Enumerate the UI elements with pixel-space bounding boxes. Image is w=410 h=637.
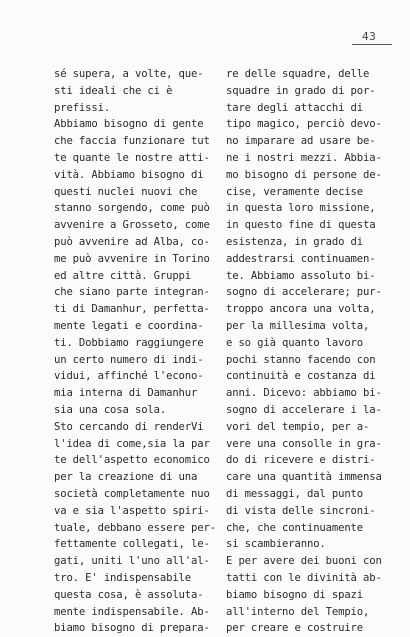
left-text-column [54,66,216,637]
text-line: ti di Damanhur, perfetta- [54,303,210,316]
text-line: biamo bisogno di prepara- [54,622,210,635]
text-line: cise, veramente decise [226,185,364,198]
text-line: può avvenire ad Alba, co- [54,235,210,248]
text-line: mente indispensabile. Ab- [54,605,210,618]
text-line: re delle squadre, delle [226,68,370,80]
text-line: troppo ancora una volta, [226,303,376,316]
text-line: sogno di accelerare i la- [226,403,382,416]
text-line: do di ricevere e distri- [226,454,376,467]
text-line: no imparare ad usare be- [226,135,376,148]
text-line: tro. E' indispensabile [54,571,192,584]
text-line: si scambieranno. [226,538,326,551]
text-line: sogno di accelerare; pur- [226,286,382,299]
text-line: avvenire a Grosseto, come [54,219,210,232]
text-line: tipo magico, perciò devo- [226,118,382,131]
text-line: pochi stanno facendo con [226,353,376,366]
text-line: per creare e costruire [226,622,364,635]
text-line: biamo bisogno di spazi [226,588,364,601]
text-line: tare degli attacchi di [226,101,364,114]
text-line: va e sia l'aspetto spiri- [54,504,210,517]
text-line: sia una cosa sola. [54,403,167,416]
text-line: addestrarsi continuamen- [226,252,376,265]
text-line: in questa loro missione, [226,202,376,215]
text-line: questa cosa, è assoluta- [54,588,204,601]
text-line: ed altre città. Gruppi [54,269,192,282]
text-line: Sto cercando di renderVi [54,420,204,433]
text-line: stanno sorgendo, come può [54,202,210,215]
text-line: te dell'aspetto economico [54,454,210,467]
text-line: in questo fine di questa [226,219,376,232]
text-line: anni. Dicevo: abbiamo bi- [226,387,382,400]
text-line: di vista delle sincroni- [226,504,376,517]
text-line: che, che continuamente [226,521,364,534]
text-line: ne i nostri mezzi. Abbia- [226,151,382,164]
text-line: sti ideali che ci è [54,84,173,97]
text-line: te. Abbiamo assoluto bi- [226,269,376,282]
text-line: tatti con le divinità ab- [226,571,382,584]
text-line: prefissi. [54,101,111,114]
text-line: Abbiamo bisogno di gente [54,118,204,131]
text-line: care una quantità immensa [226,471,382,484]
text-line: e so già quanto lavoro [226,336,364,349]
page-number: 43 [362,30,377,43]
text-line: che faccia funzionare tut [54,135,210,148]
text-line: di messaggi, dal punto [226,487,364,500]
text-line: società completamente nuo [54,487,210,500]
text-line: sé supera, a volte, que- [54,68,204,80]
text-line: ti. Dobbiamo raggiungere [54,336,204,349]
text-line: E per avere dei buoni con [226,555,382,568]
right-text-column [226,66,392,637]
text-line: l'idea di come,sia la par [54,437,210,450]
text-line: tuale, debbano essere per- [54,521,216,534]
text-line: per la millesima volta, [226,319,370,332]
text-line: per la creazione di una [54,471,198,484]
text-line: questi nuclei nuovi che [54,185,198,198]
text-line: vità. Abbiamo bisogno di [54,168,204,181]
text-line: mo bisogno di persone de- [226,168,382,181]
text-line: continuità e costanza di [226,370,376,383]
text-line: mia interna di Damanhur [54,387,198,400]
text-line: mente legati e coordina- [54,319,204,332]
text-line: all'interno del Tempio, [226,605,370,618]
text-line: vere una consolle in gra- [226,437,382,450]
text-line: esistenza, in grado di [226,235,364,248]
text-line: fettamente collegati, le- [54,538,210,551]
text-line: te quante le nostre atti- [54,151,210,164]
text-line: un certo numero di indi- [54,353,204,366]
text-line: squadre in grado di por- [226,84,376,97]
text-line: vidui, affinché l'econo- [54,370,204,383]
header-rule [352,44,392,45]
text-line: vori del tempio, per a- [226,420,370,433]
text-line: che siano parte integran- [54,286,210,299]
text-line: me può avvenire in Torino [54,252,210,265]
text-line: gati, uniti l'uno all'al- [54,555,210,568]
